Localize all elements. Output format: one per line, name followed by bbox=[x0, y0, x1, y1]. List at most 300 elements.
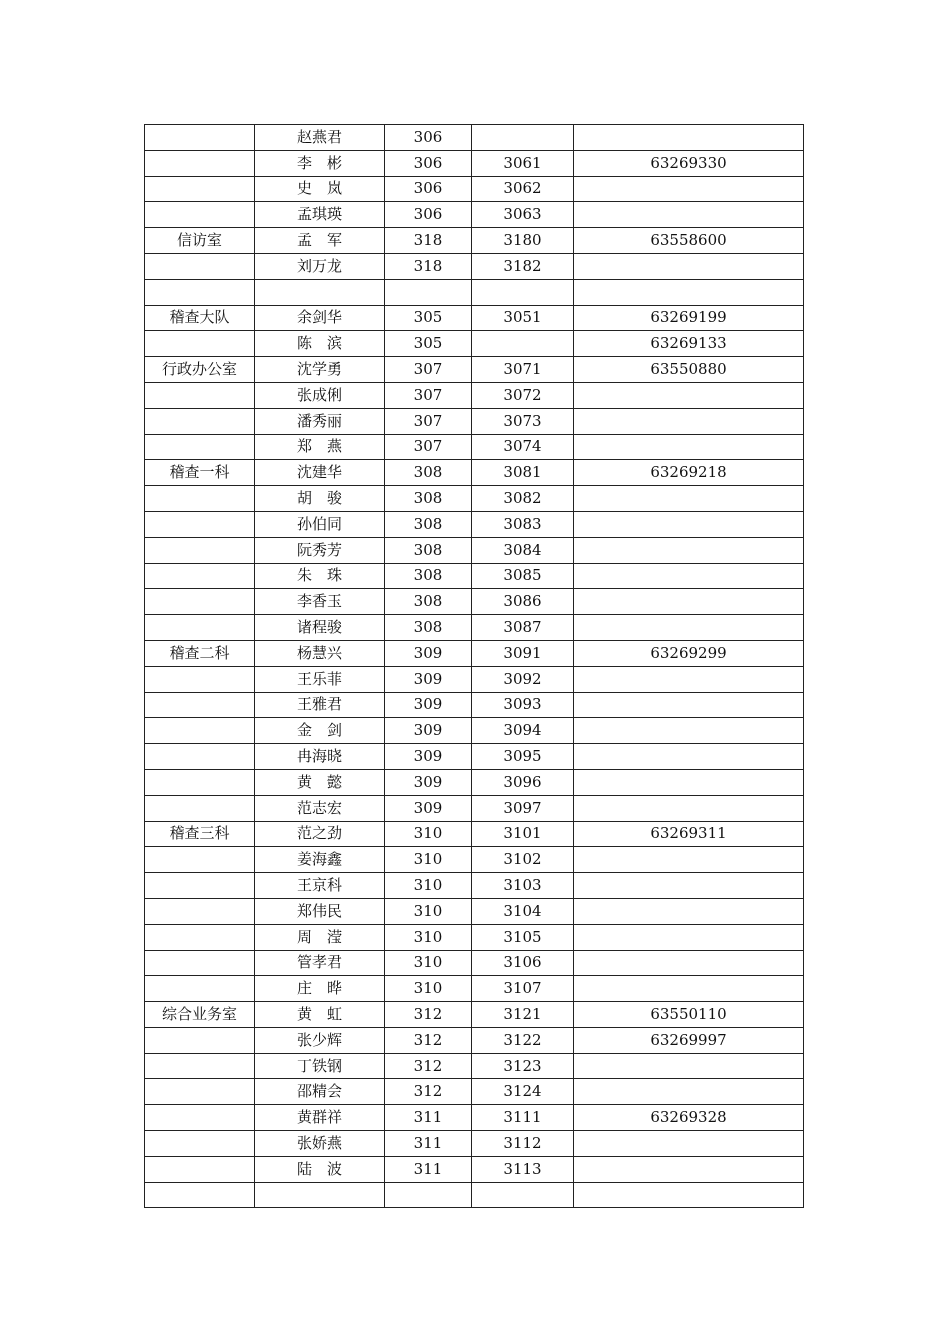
extension-text: 3096 bbox=[503, 772, 542, 791]
room-number-text: 306 bbox=[413, 205, 443, 224]
staff-name-text: 孟琪瑛 bbox=[296, 205, 342, 224]
room-number-text: 310 bbox=[413, 876, 443, 894]
extension-text: 3121 bbox=[503, 1004, 542, 1023]
table-row bbox=[145, 873, 804, 899]
room-number-cell bbox=[385, 795, 472, 821]
staff-name-cell bbox=[255, 821, 385, 847]
extension-cell bbox=[472, 692, 574, 718]
staff-name-cell bbox=[255, 692, 385, 718]
staff-name-text: 黄 懿 bbox=[296, 772, 342, 791]
phone-number-cell bbox=[574, 511, 804, 537]
phone-number-cell bbox=[574, 434, 804, 460]
extension-cell bbox=[472, 795, 574, 821]
department-cell bbox=[145, 382, 255, 408]
phone-number-text: 63269328 bbox=[650, 1108, 727, 1127]
table-row bbox=[145, 511, 804, 537]
staff-name-cell bbox=[255, 150, 385, 176]
department-text: 信访室 bbox=[176, 231, 222, 250]
room-number-text: 309 bbox=[413, 721, 443, 740]
room-number-cell bbox=[385, 1053, 472, 1079]
room-number-cell bbox=[385, 511, 472, 537]
department-cell bbox=[145, 1079, 255, 1105]
department-text: 稽查一科 bbox=[169, 463, 230, 482]
extension-cell bbox=[472, 615, 574, 641]
staff-name-text: 史 岚 bbox=[296, 179, 342, 198]
phone-number-text: 63550110 bbox=[650, 1004, 727, 1023]
department-cell bbox=[145, 718, 255, 744]
extension-text: 3103 bbox=[503, 876, 542, 894]
staff-name-text: 冉海晓 bbox=[296, 747, 342, 766]
table-row bbox=[145, 1156, 804, 1182]
table-row bbox=[145, 898, 804, 924]
extension-text: 3122 bbox=[503, 1030, 542, 1049]
staff-name-text: 范之劲 bbox=[296, 824, 342, 843]
department-cell bbox=[145, 1156, 255, 1182]
extension-text: 3063 bbox=[503, 205, 542, 224]
staff-name-text: 庄 晔 bbox=[296, 979, 342, 998]
extension-cell bbox=[472, 434, 574, 460]
staff-name-cell bbox=[255, 434, 385, 460]
extension-text: 3095 bbox=[503, 747, 542, 766]
phone-number-cell bbox=[574, 331, 804, 357]
extension-cell bbox=[472, 976, 574, 1002]
room-number-text: 308 bbox=[413, 618, 443, 637]
room-number-text: 312 bbox=[413, 1082, 443, 1101]
extension-text: 3083 bbox=[503, 514, 542, 533]
department-text: 综合业务室 bbox=[161, 1004, 237, 1023]
staff-name-cell bbox=[255, 176, 385, 202]
table-row bbox=[145, 537, 804, 563]
phone-number-cell bbox=[574, 1027, 804, 1053]
room-number-cell bbox=[385, 176, 472, 202]
extension-text: 3092 bbox=[503, 669, 542, 688]
phone-number-cell bbox=[574, 1053, 804, 1079]
staff-name-cell bbox=[255, 873, 385, 899]
phone-number-cell bbox=[574, 873, 804, 899]
extension-text: 3061 bbox=[503, 153, 542, 172]
extension-cell bbox=[472, 537, 574, 563]
room-number-text: 306 bbox=[413, 179, 443, 198]
staff-name-cell bbox=[255, 898, 385, 924]
phone-number-cell bbox=[574, 950, 804, 976]
staff-name-cell bbox=[255, 718, 385, 744]
phone-number-cell bbox=[574, 718, 804, 744]
phone-number-cell bbox=[574, 537, 804, 563]
staff-name-cell bbox=[255, 331, 385, 357]
staff-name-cell bbox=[255, 228, 385, 254]
extension-text: 3081 bbox=[503, 463, 542, 482]
staff-name-text: 王雅君 bbox=[296, 695, 342, 714]
table-row bbox=[145, 1182, 804, 1208]
extension-text: 3085 bbox=[503, 566, 542, 585]
phone-number-cell bbox=[574, 253, 804, 279]
room-number-cell bbox=[385, 382, 472, 408]
staff-name-text: 李香玉 bbox=[296, 592, 342, 611]
room-number-cell bbox=[385, 1105, 472, 1131]
staff-name-text: 沈学勇 bbox=[296, 360, 342, 379]
department-text: 稽查大队 bbox=[169, 308, 230, 327]
table-row bbox=[145, 408, 804, 434]
department-cell bbox=[145, 125, 255, 151]
extension-cell bbox=[472, 357, 574, 383]
department-cell bbox=[145, 898, 255, 924]
staff-name-text: 诸程骏 bbox=[296, 618, 342, 637]
table-row bbox=[145, 434, 804, 460]
phone-number-cell bbox=[574, 589, 804, 615]
staff-name-text: 姜海鑫 bbox=[296, 850, 342, 869]
staff-name-cell bbox=[255, 1053, 385, 1079]
staff-name-cell bbox=[255, 279, 385, 305]
staff-name-cell bbox=[255, 202, 385, 228]
extension-cell bbox=[472, 1156, 574, 1182]
room-number-cell bbox=[385, 486, 472, 512]
room-number-cell bbox=[385, 821, 472, 847]
room-number-text: 308 bbox=[413, 566, 443, 585]
phone-number-cell bbox=[574, 486, 804, 512]
department-cell bbox=[145, 228, 255, 254]
staff-name-cell bbox=[255, 1156, 385, 1182]
staff-name-cell bbox=[255, 253, 385, 279]
extension-text: 3074 bbox=[503, 437, 542, 456]
room-number-cell bbox=[385, 434, 472, 460]
phone-number-cell bbox=[574, 898, 804, 924]
extension-cell bbox=[472, 898, 574, 924]
room-number-cell bbox=[385, 253, 472, 279]
department-cell bbox=[145, 1182, 255, 1208]
room-number-cell bbox=[385, 279, 472, 305]
phone-number-cell bbox=[574, 150, 804, 176]
staff-name-text: 郑伟民 bbox=[296, 901, 342, 920]
room-number-cell bbox=[385, 1131, 472, 1157]
room-number-cell bbox=[385, 460, 472, 486]
staff-name-cell bbox=[255, 640, 385, 666]
staff-name-cell bbox=[255, 460, 385, 486]
staff-name-text: 黄 虹 bbox=[296, 1004, 342, 1023]
staff-name-cell bbox=[255, 589, 385, 615]
phone-number-cell bbox=[574, 176, 804, 202]
extension-text: 3123 bbox=[503, 1056, 542, 1075]
staff-name-cell bbox=[255, 1002, 385, 1028]
room-number-cell bbox=[385, 950, 472, 976]
extension-text: 3091 bbox=[503, 643, 542, 662]
room-number-text: 311 bbox=[413, 1108, 443, 1127]
room-number-text: 308 bbox=[413, 489, 443, 508]
extension-text: 3182 bbox=[503, 256, 542, 275]
extension-cell bbox=[472, 150, 574, 176]
extension-cell bbox=[472, 847, 574, 873]
staff-name-cell bbox=[255, 769, 385, 795]
staff-name-text: 邵精会 bbox=[296, 1082, 342, 1101]
staff-name-cell bbox=[255, 305, 385, 331]
room-number-text: 307 bbox=[413, 385, 443, 404]
phone-number-cell bbox=[574, 279, 804, 305]
phone-number-cell bbox=[574, 305, 804, 331]
phone-number-cell bbox=[574, 847, 804, 873]
staff-name-text: 管孝君 bbox=[296, 953, 342, 972]
extension-text: 3093 bbox=[503, 695, 542, 714]
extension-text: 3062 bbox=[503, 179, 542, 198]
extension-text: 3101 bbox=[503, 824, 542, 843]
room-number-cell bbox=[385, 1182, 472, 1208]
department-cell bbox=[145, 511, 255, 537]
room-number-cell bbox=[385, 718, 472, 744]
extension-cell bbox=[472, 1131, 574, 1157]
staff-name-text: 郑 燕 bbox=[296, 437, 342, 456]
phone-number-cell bbox=[574, 769, 804, 795]
staff-name-cell bbox=[255, 511, 385, 537]
extension-text: 3051 bbox=[503, 308, 542, 327]
room-number-text: 305 bbox=[413, 334, 443, 353]
department-text: 稽查二科 bbox=[169, 643, 230, 662]
table-row bbox=[145, 769, 804, 795]
department-cell bbox=[145, 1131, 255, 1157]
department-cell bbox=[145, 176, 255, 202]
extension-text: 3102 bbox=[503, 850, 542, 869]
room-number-text: 310 bbox=[413, 953, 443, 972]
phone-number-text: 63558600 bbox=[650, 231, 727, 250]
room-number-cell bbox=[385, 744, 472, 770]
staff-name-cell bbox=[255, 382, 385, 408]
room-number-cell bbox=[385, 1079, 472, 1105]
department-cell bbox=[145, 950, 255, 976]
table-row bbox=[145, 821, 804, 847]
room-number-text: 312 bbox=[413, 1030, 443, 1049]
staff-name-text: 王京科 bbox=[296, 876, 342, 894]
staff-name-cell bbox=[255, 666, 385, 692]
table-row bbox=[145, 718, 804, 744]
staff-name-cell bbox=[255, 1027, 385, 1053]
phone-number-cell bbox=[574, 1079, 804, 1105]
room-number-text: 306 bbox=[413, 127, 443, 146]
room-number-text: 308 bbox=[413, 463, 443, 482]
room-number-text: 307 bbox=[413, 411, 443, 430]
phone-number-cell bbox=[574, 1002, 804, 1028]
room-number-cell bbox=[385, 769, 472, 795]
room-number-text: 318 bbox=[413, 231, 443, 250]
extension-text: 3104 bbox=[503, 901, 542, 920]
room-number-cell bbox=[385, 563, 472, 589]
extension-cell bbox=[472, 279, 574, 305]
department-cell bbox=[145, 666, 255, 692]
staff-name-cell bbox=[255, 486, 385, 512]
extension-cell bbox=[472, 563, 574, 589]
extension-cell bbox=[472, 460, 574, 486]
phone-number-cell bbox=[574, 615, 804, 641]
staff-name-text: 金 剑 bbox=[296, 721, 342, 740]
phone-number-cell bbox=[574, 202, 804, 228]
department-cell bbox=[145, 279, 255, 305]
staff-name-text: 朱 珠 bbox=[296, 566, 342, 585]
department-cell bbox=[145, 331, 255, 357]
department-cell bbox=[145, 744, 255, 770]
staff-name-cell bbox=[255, 125, 385, 151]
phone-number-cell bbox=[574, 563, 804, 589]
staff-name-text: 张娇燕 bbox=[296, 1133, 342, 1152]
department-cell bbox=[145, 486, 255, 512]
room-number-text: 311 bbox=[413, 1159, 443, 1178]
table-row bbox=[145, 1002, 804, 1028]
extension-cell bbox=[472, 228, 574, 254]
phone-number-cell bbox=[574, 382, 804, 408]
room-number-cell bbox=[385, 1156, 472, 1182]
staff-name-text: 赵燕君 bbox=[296, 127, 342, 146]
extension-cell bbox=[472, 1105, 574, 1131]
extension-cell bbox=[472, 253, 574, 279]
room-number-cell bbox=[385, 1027, 472, 1053]
phone-number-cell bbox=[574, 125, 804, 151]
room-number-text: 310 bbox=[413, 850, 443, 869]
phone-number-cell bbox=[574, 666, 804, 692]
department-cell bbox=[145, 769, 255, 795]
room-number-cell bbox=[385, 537, 472, 563]
extension-text: 3097 bbox=[503, 798, 542, 817]
phone-number-text: 63269133 bbox=[650, 334, 727, 353]
table-row bbox=[145, 176, 804, 202]
staff-name-text: 黄群祥 bbox=[296, 1108, 342, 1127]
extension-cell bbox=[472, 744, 574, 770]
extension-cell bbox=[472, 176, 574, 202]
extension-cell bbox=[472, 1027, 574, 1053]
phone-number-cell bbox=[574, 228, 804, 254]
extension-cell bbox=[472, 1182, 574, 1208]
room-number-text: 310 bbox=[413, 901, 443, 920]
staff-name-cell bbox=[255, 408, 385, 434]
department-cell bbox=[145, 692, 255, 718]
staff-name-cell bbox=[255, 1182, 385, 1208]
room-number-text: 309 bbox=[413, 747, 443, 766]
department-cell bbox=[145, 1053, 255, 1079]
staff-name-text: 丁铁钢 bbox=[296, 1056, 342, 1075]
room-number-cell bbox=[385, 847, 472, 873]
department-cell bbox=[145, 305, 255, 331]
phone-number-text: 63269218 bbox=[650, 463, 727, 482]
table-row bbox=[145, 1131, 804, 1157]
table-row bbox=[145, 305, 804, 331]
extension-text: 3082 bbox=[503, 489, 542, 508]
staff-name-cell bbox=[255, 950, 385, 976]
phone-number-cell bbox=[574, 1131, 804, 1157]
directory-body bbox=[145, 125, 804, 1208]
room-number-text: 318 bbox=[413, 256, 443, 275]
department-cell bbox=[145, 1027, 255, 1053]
phone-number-text: 63269330 bbox=[650, 153, 727, 172]
staff-name-cell bbox=[255, 795, 385, 821]
department-cell bbox=[145, 563, 255, 589]
room-number-cell bbox=[385, 924, 472, 950]
department-cell bbox=[145, 795, 255, 821]
staff-name-text: 阮秀芳 bbox=[296, 540, 342, 559]
room-number-text: 308 bbox=[413, 514, 443, 533]
extension-text: 3071 bbox=[503, 360, 542, 379]
room-number-text: 309 bbox=[413, 643, 443, 662]
extension-cell bbox=[472, 331, 574, 357]
room-number-cell bbox=[385, 228, 472, 254]
phone-number-cell bbox=[574, 357, 804, 383]
table-row bbox=[145, 924, 804, 950]
room-number-cell bbox=[385, 640, 472, 666]
phone-number-cell bbox=[574, 1156, 804, 1182]
staff-name-cell bbox=[255, 924, 385, 950]
table-row bbox=[145, 331, 804, 357]
extension-cell bbox=[472, 821, 574, 847]
department-cell bbox=[145, 924, 255, 950]
extension-cell bbox=[472, 769, 574, 795]
extension-cell bbox=[472, 305, 574, 331]
table-row bbox=[145, 460, 804, 486]
staff-name-text: 李 彬 bbox=[296, 153, 342, 172]
department-cell bbox=[145, 589, 255, 615]
extension-cell bbox=[472, 408, 574, 434]
staff-name-text: 胡 骏 bbox=[296, 489, 342, 508]
table-row bbox=[145, 125, 804, 151]
extension-cell bbox=[472, 511, 574, 537]
department-cell bbox=[145, 1002, 255, 1028]
phone-number-cell bbox=[574, 821, 804, 847]
room-number-text: 310 bbox=[413, 979, 443, 998]
room-number-cell bbox=[385, 408, 472, 434]
table-row bbox=[145, 795, 804, 821]
table-row bbox=[145, 744, 804, 770]
room-number-text: 310 bbox=[413, 824, 443, 843]
phone-number-text: 63269299 bbox=[650, 643, 727, 662]
extension-text: 3111 bbox=[503, 1108, 542, 1127]
phone-number-text: 63269199 bbox=[650, 308, 727, 327]
staff-name-text: 王乐菲 bbox=[296, 669, 342, 688]
room-number-text: 306 bbox=[413, 153, 443, 172]
table-row bbox=[145, 692, 804, 718]
staff-name-cell bbox=[255, 1105, 385, 1131]
staff-name-text: 刘万龙 bbox=[296, 256, 342, 275]
room-number-cell bbox=[385, 305, 472, 331]
extension-cell bbox=[472, 1002, 574, 1028]
table-row bbox=[145, 486, 804, 512]
department-cell bbox=[145, 408, 255, 434]
room-number-cell bbox=[385, 202, 472, 228]
phone-number-text: 63269311 bbox=[650, 824, 727, 843]
table-row bbox=[145, 1027, 804, 1053]
department-cell bbox=[145, 615, 255, 641]
phone-number-cell bbox=[574, 795, 804, 821]
table-row bbox=[145, 563, 804, 589]
extension-cell bbox=[472, 1079, 574, 1105]
extension-cell bbox=[472, 718, 574, 744]
room-number-cell bbox=[385, 976, 472, 1002]
table-row bbox=[145, 150, 804, 176]
staff-name-cell bbox=[255, 847, 385, 873]
room-number-text: 310 bbox=[413, 927, 443, 946]
extension-text: 3086 bbox=[503, 592, 542, 611]
extension-cell bbox=[472, 640, 574, 666]
phone-number-cell bbox=[574, 692, 804, 718]
table-row bbox=[145, 382, 804, 408]
extension-cell bbox=[472, 950, 574, 976]
extension-cell bbox=[472, 486, 574, 512]
staff-name-text: 范志宏 bbox=[296, 798, 342, 817]
room-number-text: 305 bbox=[413, 308, 443, 327]
room-number-cell bbox=[385, 692, 472, 718]
room-number-cell bbox=[385, 898, 472, 924]
room-number-text: 312 bbox=[413, 1004, 443, 1023]
staff-name-text: 孙伯同 bbox=[296, 514, 342, 533]
extension-text: 3084 bbox=[503, 540, 542, 559]
extension-text: 3113 bbox=[503, 1159, 542, 1178]
staff-directory-table bbox=[144, 124, 804, 1208]
room-number-text: 312 bbox=[413, 1056, 443, 1075]
department-cell bbox=[145, 640, 255, 666]
table-row bbox=[145, 357, 804, 383]
staff-name-text: 张成俐 bbox=[296, 385, 342, 404]
table-row bbox=[145, 202, 804, 228]
